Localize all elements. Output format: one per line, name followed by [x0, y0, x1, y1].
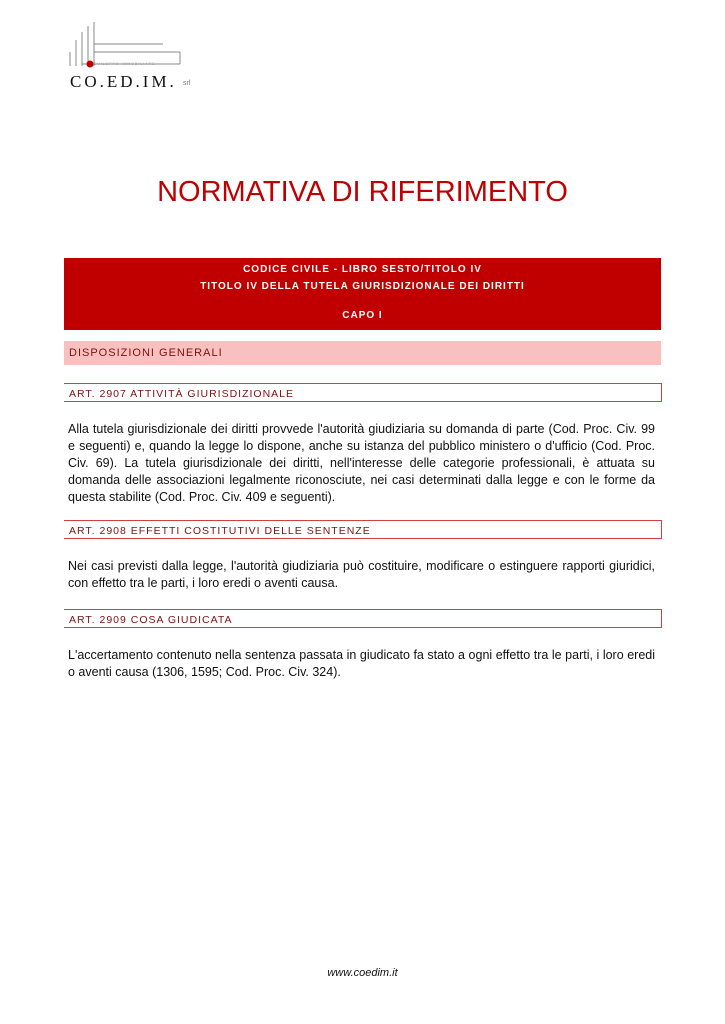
article-heading-label: ART. 2907 ATTIVITÀ GIURISDIZIONALE — [69, 388, 294, 400]
article-text-2908: Nei casi previsti dalla legge, l'autorità giudiziaria può costituire, modificare o estinguere rapporti giuridici, con effetto tra le parti, i loro eredi o aventi causa. — [68, 559, 655, 590]
article-heading-label: ART. 2909 COSA GIUDICATA — [69, 614, 233, 626]
banner-line-2: TITOLO IV DELLA TUTELA GIURISDIZIONALE DEI DIRITTI — [200, 281, 525, 292]
banner-line-1: CODICE CIVILE - LIBRO SESTO/TITOLO IV — [243, 264, 482, 275]
article-divider — [64, 538, 661, 539]
company-logo — [68, 22, 208, 97]
header-banner — [64, 258, 661, 330]
article-divider — [64, 627, 661, 628]
article-heading-label: ART. 2908 EFFETTI COSTITUTIVI DELLE SENTENZE — [69, 525, 371, 537]
logo-name: CO.ED.IM. — [70, 72, 177, 91]
section-heading-label: DISPOSIZIONI GENERALI — [69, 347, 223, 359]
article-divider — [64, 401, 661, 402]
section-heading — [64, 341, 661, 365]
banner-line-3: CAPO I — [342, 310, 383, 321]
logo-tagline: SVILUPPO IMMOBILIARE — [94, 62, 156, 66]
page-title: NORMATIVA DI RIFERIMENTO — [157, 176, 568, 208]
article-heading-2909 — [64, 609, 662, 628]
logo-suffix: srl — [183, 80, 191, 87]
article-heading-2907 — [64, 383, 662, 402]
article-text-2909: L'accertamento contenuto nella sentenza passata in giudicato fa stato a ogni effetto tra le parti, i loro eredi o aventi causa (1306, 1595; Cod. Proc. Civ. 324). — [68, 648, 655, 679]
footer-website: www.coedim.it — [327, 967, 398, 979]
article-text-2907: Alla tutela giurisdizionale dei diritti provvede l'autorità giudiziaria su domanda di parte (Cod. Proc. Civ. 99 e seguenti) e, quando la legge lo dispone, anche su istanza del pubblico ministero o d'ufficio (Cod. Proc. Civ. 69). La tutela giurisdizionale dei diritti, nell'interesse delle categorie professionali, è attuata su domanda delle associazioni legalmente riconosciute, nei casi determinati dalla legge e con le forme da questa stabilite (Cod. Proc. Civ. 409 e seguenti). — [68, 422, 655, 504]
article-heading-2908 — [64, 520, 662, 539]
